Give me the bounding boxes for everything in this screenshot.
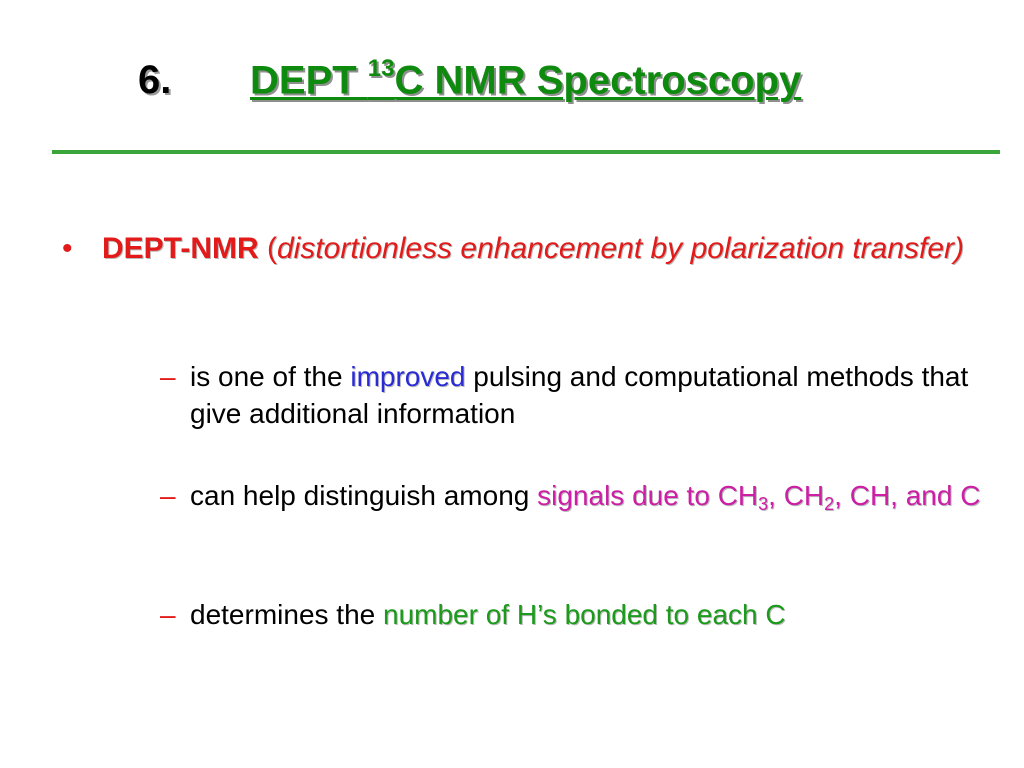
sub-item-number-of-h — [160, 596, 990, 636]
sub-dash: – — [160, 599, 176, 630]
sub-dash: – — [160, 361, 176, 392]
sub-text — [190, 596, 990, 633]
highlight-signals-c: , CH, and C — [834, 480, 981, 511]
sub-text-post: pulsing and computational methods that give additional information — [190, 361, 969, 429]
sub-text — [190, 358, 990, 432]
sub-dash: – — [160, 480, 176, 511]
sub-item-signals — [160, 477, 990, 557]
bullet-open-paren: ( — [258, 232, 277, 265]
sub-item-improved — [160, 358, 990, 438]
title-text-post: C NMR Spectroscopy — [394, 58, 802, 103]
slide-title — [0, 55, 1024, 118]
subscript-2: 2 — [824, 494, 835, 514]
highlight-signals — [537, 480, 981, 514]
title-text-pre: DEPT — [250, 58, 368, 103]
title-text — [250, 55, 802, 103]
sub-text-pre: is one of the — [190, 361, 351, 392]
bullet-term: DEPT-NMR — [102, 232, 259, 265]
highlight-signals-a: signals due to CH — [537, 480, 759, 511]
highlight-number-of-h: number of H’s bonded to each C — [383, 599, 786, 630]
sub-text — [190, 477, 990, 514]
highlight-signals-b: , CH — [768, 480, 825, 511]
bullet-text — [102, 228, 992, 270]
bullet-marker: • — [62, 232, 73, 265]
highlight-improved: improved — [350, 361, 466, 392]
title-superscript: 13 — [367, 55, 395, 82]
title-divider — [52, 150, 1000, 154]
sub-text-pre: determines the — [190, 599, 383, 630]
title-number: 6. — [138, 58, 172, 102]
bullet-expansion: distortionless enhancement by polarization transfer) — [277, 232, 965, 265]
sub-text-pre: can help distinguish among — [190, 480, 538, 511]
subscript-3: 3 — [758, 494, 769, 514]
